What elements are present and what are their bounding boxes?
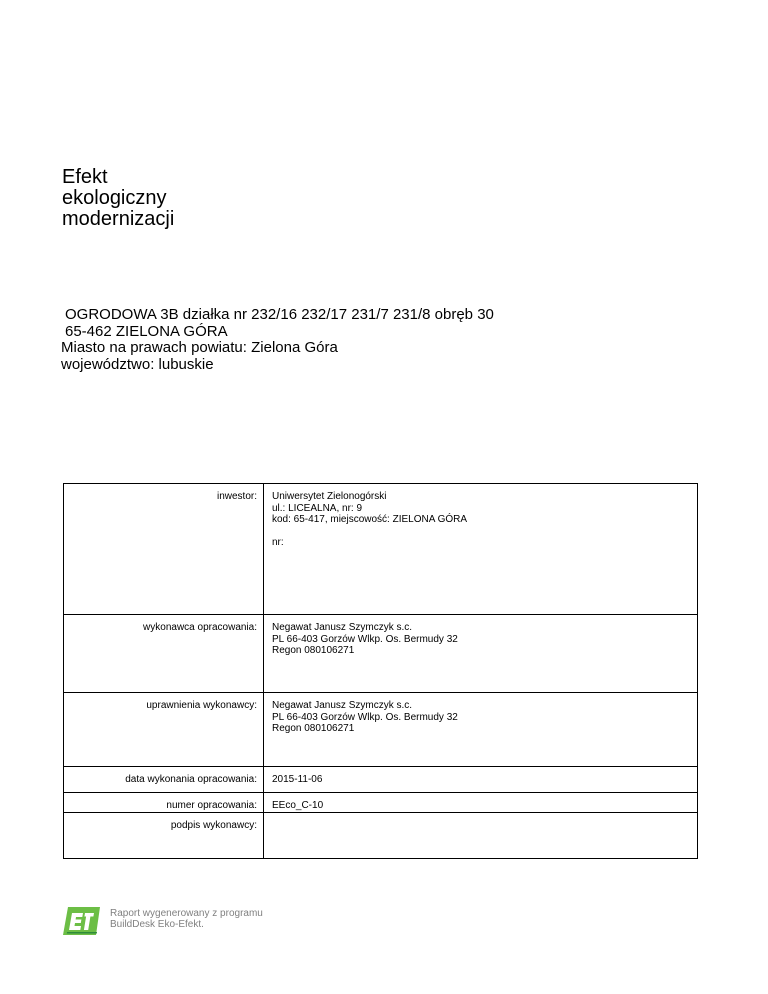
eko-efekt-logo-icon — [63, 907, 100, 935]
date-value: 2015-11-06 — [264, 767, 698, 793]
footer-line: BuildDesk Eko-Efekt. — [110, 919, 204, 930]
signature-row — [64, 813, 698, 859]
permissions-row — [64, 693, 698, 767]
address-city: Miasto na prawach powiatu: Zielona Góra — [61, 339, 338, 356]
title-line: ekologiczny — [62, 187, 167, 209]
spacer — [272, 526, 697, 538]
contractor-regon: Regon 080106271 — [272, 645, 355, 656]
investor-label: inwestor: — [64, 484, 264, 615]
investor-value — [264, 484, 698, 615]
number-row — [64, 793, 698, 813]
investor-name: Uniwersytet Zielonogórski — [272, 491, 387, 502]
contractor-label: wykonawca opracowania: — [64, 615, 264, 693]
logo-background — [63, 907, 100, 935]
signature-label: podpis wykonawcy: — [64, 813, 264, 859]
investor-row — [64, 484, 698, 615]
footer — [63, 907, 263, 935]
permissions-address: PL 66-403 Gorzów Wlkp. Os. Bermudy 32 — [272, 711, 458, 723]
address-street: OGRODOWA 3B działka nr 232/16 232/17 231/7 231/8 obręb 30 — [65, 306, 494, 323]
contractor-row — [64, 615, 698, 693]
date-label: data wykonania opracowania: — [64, 767, 264, 793]
permissions-label: uprawnienia wykonawcy: — [64, 693, 264, 767]
info-table — [63, 483, 698, 859]
permissions-name: Negawat Janusz Szymczyk s.c. — [272, 700, 413, 711]
contractor-address: PL 66-403 Gorzów Wlkp. Os. Bermudy 32 — [272, 633, 458, 645]
investor-code: kod: 65-417, miejscowość: ZIELONA GÓRA — [272, 514, 468, 525]
footer-text — [110, 908, 263, 930]
date-row — [64, 767, 698, 793]
document-title — [62, 167, 174, 230]
address-voivodeship: województwo: lubuskie — [61, 355, 214, 373]
contractor-name: Negawat Janusz Szymczyk s.c. — [272, 622, 413, 633]
permissions-value — [264, 693, 698, 767]
permissions-regon: Regon 080106271 — [272, 723, 355, 734]
title-line: Efekt — [62, 166, 108, 188]
address-block — [61, 307, 494, 373]
investor-street: ul.: LICEALNA, nr: 9 — [272, 502, 363, 514]
footer-line: Raport wygenerowany z programu — [110, 908, 263, 919]
contractor-value — [264, 615, 698, 693]
title-line: modernizacji — [62, 208, 175, 230]
number-value: EEco_C-10 — [264, 793, 698, 813]
number-label: numer opracowania: — [64, 793, 264, 813]
logo-underline — [67, 932, 97, 934]
signature-field — [264, 813, 698, 859]
investor-nr: nr: — [272, 537, 284, 548]
address-postal: 65-462 ZIELONA GÓRA — [65, 322, 228, 340]
